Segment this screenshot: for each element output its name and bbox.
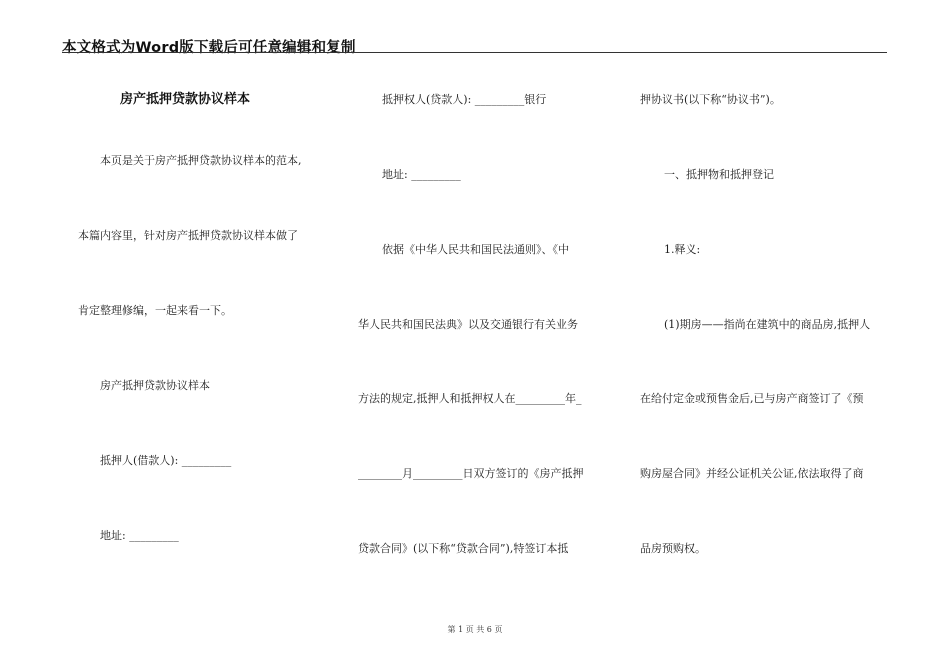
section-heading: 房产抵押贷款协议样本 (100, 379, 210, 392)
paragraph-line: 地址: _________ (100, 529, 179, 542)
paragraph-line: 1.释义: (664, 243, 701, 256)
paragraph-line: 押协议书(以下称“协议书”)。 (640, 93, 781, 106)
document-header: 本文格式为Word版下载后可任意编辑和复制 (62, 40, 356, 56)
paragraph-line: 依据《中华人民共和国民法通则》、《中 (382, 243, 569, 256)
paragraph-line: 地址: _________ (382, 168, 461, 181)
paragraph-line: 在给付定金或预售金后,已与房产商签订了《预 (640, 392, 864, 405)
paragraph-line: ________月_________日双方签订的《房产抵押 (358, 467, 584, 480)
section-heading: 一、抵押物和抵押登记 (664, 168, 774, 181)
paragraph-line: 抵押权人(贷款人): _________银行 (382, 93, 547, 106)
paragraph-line: 抵押人(借款人): _________ (100, 454, 232, 467)
header-divider (62, 52, 887, 53)
paragraph-line: 品房预购权。 (640, 542, 706, 555)
document-title: 房产抵押贷款协议样本 (120, 92, 251, 107)
paragraph-line: 本篇内容里，针对房产抵押贷款协议样本做了 (78, 229, 298, 242)
paragraph-line: 购房屋合同》并经公证机关公证,依法取得了商 (640, 467, 864, 480)
paragraph-line: 本页是关于房产抵押贷款协议样本的范本, (100, 154, 302, 167)
paragraph-line: 方法的规定,抵押人和抵押权人在_________年_ (358, 392, 582, 405)
paragraph-line: (1)期房——指尚在建筑中的商品房,抵押人 (664, 318, 871, 331)
paragraph-line: 肯定整理修编，一起来看一下。 (78, 304, 232, 317)
paragraph-line: 贷款合同》(以下称“贷款合同”),特签订本抵 (358, 542, 569, 555)
page-number: 第 1 页 共 6 页 (447, 625, 503, 634)
paragraph-line: 华人民共和国民法典》以及交通银行有关业务 (358, 318, 578, 331)
